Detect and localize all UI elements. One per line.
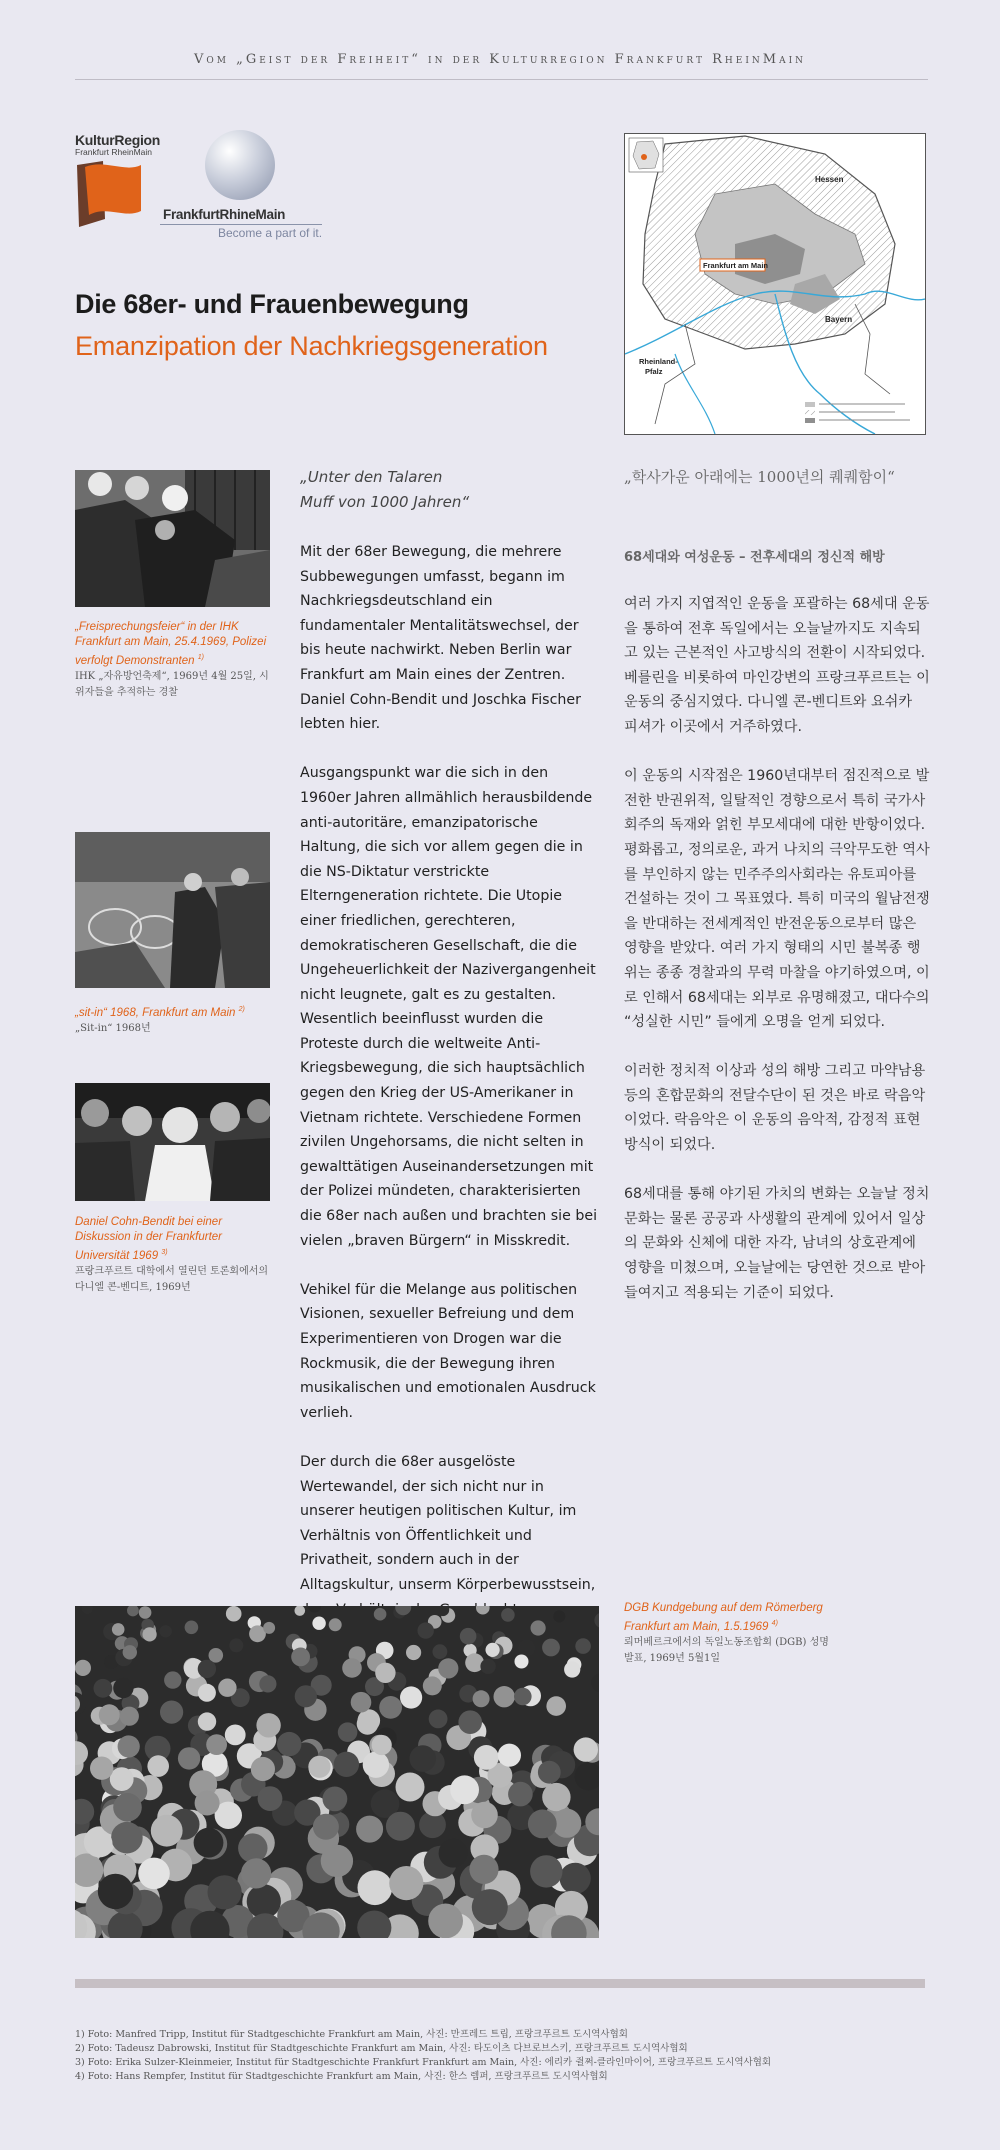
- body-korean: [624, 592, 930, 1330]
- caption-1-de: „Freisprechungsfeier“ in der IHK Frankfurt am Main, 25.4.1969, Polizei verfolgt Demonstranten: [75, 621, 267, 667]
- frm-logo-name: FrankfurtRhineMain: [163, 207, 286, 222]
- caption-3-de: Daniel Cohn-Bendit bei einer Diskussion in der Frankfurter Universität 1969: [75, 1216, 223, 1262]
- caption-1-ko: IHK „자유방언축제“, 1969년 4월 25일, 시위자들을 추적하는 경찰: [75, 670, 269, 698]
- footnote: 3) Foto: Erika Sulzer-Kleinmeier, Institut für Stadtgeschichte Frankfurt Frankfurt am Main, 사진: 에리카 쥘쩌-클라인마이어, 프랑크푸르트 도시역사협회: [75, 2057, 772, 2068]
- caption-4-de: DGB Kundgebung auf dem Römerberg Frankfurt am Main, 1.5.1969: [624, 1602, 823, 1633]
- kulturregion-logo: [75, 132, 165, 232]
- footer-divider: [75, 1979, 925, 1988]
- frm-logo-tagline: Become a part of it.: [218, 226, 323, 240]
- footnote: 1) Foto: Manfred Tripp, Institut für Stadtgeschichte Frankfurt am Main, 사진: 만프레드 트립, 프랑크푸르트 도시역사협회: [75, 2029, 628, 2040]
- caption-2-footnote-ref: 2): [238, 1006, 245, 1013]
- map-label-bayern: Bayern: [825, 315, 853, 324]
- caption-2: [75, 1002, 275, 1037]
- body-german-paragraph: Vehikel für die Melange aus politischen Visionen, sexueller Befreiung und dem Experimentieren von Drogen war die Rockmusik, die der Bewegung ihren musikalischen und emotionalen Ausdruck verlieh.: [300, 1281, 596, 1421]
- frankfurt-rhinemain-logo: [160, 130, 340, 240]
- caption-1-footnote-ref: 1): [197, 654, 204, 661]
- body-korean-paragraph: 68세대를 통해 야기된 가치의 변화는 오늘날 정치문화는 물론 공공과 사생활의 관계에 있어서 일상의 문화와 신체에 대한 자각, 남녀의 상호관계에 영향을 미쳤으며, 오늘날에는 당연한 것으로 받아들여지고 적용되는 기준이 되었다.: [624, 1186, 930, 1301]
- caption-4: [624, 1601, 834, 1667]
- page-subtitle: Emanzipation der Nachkriegsgeneration: [75, 331, 548, 361]
- photo-dgb-rally: [75, 1606, 599, 1938]
- footnote: 2) Foto: Tadeusz Dabrowski, Institut für Stadtgeschichte Frankfurt am Main, 사진: 타도이츠 다브로브스키, 프랑크푸르트 도시역사협회: [75, 2043, 688, 2054]
- heading-korean: 68세대와 여성운동 – 전후세대의 정신적 해방: [624, 550, 885, 565]
- body-german-paragraph: Ausgangspunkt war die sich in den 1960er Jahren allmählich herausbildende anti-autoritäre, emanzipatorische Haltung, die sich vor allem gegen die in die NS-Diktatur verstrickte Elterngeneration richtete. Die Utopie einer friedlichen, gerechteren, demokratischeren Gesellschaft, die die Ungeheuerlichkeit der Nazivergangenheit nicht leugnete, galt es zu gestalten. Wesentlich beeinflusst wurden die Proteste durch die weltweite Anti-Kriegsbewegung, die sich hauptsächlich gegen den Krieg der US-Amerikaner in Vietnam richtete. Verschiedene Formen zivilen Ungehorsams, die nicht selten in gewalttätigen Auseinandersetzungen mit der Polizei mündeten, charakterisierten die 68er nach außen und brachten sie bei vielen „braven Bürgern“ in Misskredit.: [300, 765, 598, 1249]
- frm-logo-rule: [160, 224, 322, 225]
- caption-1: [75, 620, 275, 701]
- caption-4-ko: 뢰머베르크에서의 독일노동조합회 (DGB) 성명발표, 1969년 5월1일: [624, 1636, 829, 1664]
- photo-sit-in: [75, 832, 270, 988]
- region-map: [624, 133, 926, 435]
- body-korean-paragraph: 여러 가지 지엽적인 운동을 포괄하는 68세대 운동을 통하여 전후 독일에서는 오늘날까지도 지속되고 있는 근본적인 사고방식의 전환이 시작되었다. 베를린을 비롯하여 마인강변의 프랑크푸르트는 이 운동의 중심지였다. 다니엘 콘-벤디트와 요쉬카 피셔가 이곳에서 거주하였다.: [624, 596, 930, 735]
- quote-german-line-2: Muff von 1000 Jahren“: [300, 493, 470, 511]
- caption-2-ko: „Sit-in“ 1968년: [75, 1022, 151, 1034]
- body-korean-paragraph: 이러한 정치적 이상과 성의 해방 그리고 마약남용 등의 혼합문화의 전달수단이 된 것은 바로 락음악이었다. 락음악은 이 운동의 음악적, 감정적 표현방식이 되었다.: [624, 1063, 926, 1154]
- quote-korean: „학사가운 아래에는 1000년의 퀘퀘함이“: [624, 468, 895, 486]
- map-label-hessen: Hessen: [815, 175, 844, 184]
- footnotes: [75, 2028, 935, 2084]
- body-korean-paragraph: 이 운동의 시작점은 1960년대부터 점진적으로 발전한 반권위적, 일탈적인 경향으로서 특히 국가사회주의 독재와 얽힌 부모세대에 대한 반항이었다. 평화롭고, 정의로운, 과거 나치의 극악무도한 역사를 부인하지 않는 민주주의사회라는 유토피아를 건설하는 것이 그 목표였다. 특히 미국의 월남전쟁을 반대하는 전세계적인 반전운동으로부터 많은 영향을 받았다. 여러 가지 형태의 시민 불복종 행위는 종종 경찰과의 무력 마찰을 야기하였으며, 이로 인해서 68세대는 외부로 유명해졌고, 대다수의 “성실한 시민” 들에게 오명을 얻게 되었다.: [624, 768, 930, 1031]
- map-label-frankfurt: Frankfurt am Main: [703, 261, 769, 270]
- quote-german: [300, 465, 590, 515]
- kulturregion-logo-subtext: Frankfurt RheinMain: [75, 147, 153, 157]
- quote-german-line-1: „Unter den Talaren: [300, 468, 443, 486]
- kulturregion-logo-text: KulturRegion: [75, 132, 161, 148]
- caption-4-footnote-ref: 4): [771, 1620, 778, 1627]
- caption-3-ko: 프랑크푸르트 대학에서 열린던 토론회에서의 다니엘 콘-벤디트, 1969년: [75, 1265, 269, 1293]
- photo-police-demonstrators: [75, 470, 270, 607]
- caption-2-de: „sit-in“ 1968, Frankfurt am Main: [75, 1006, 236, 1019]
- map-label-rheinland: Rheinland-: [639, 357, 678, 366]
- page-title: Die 68er- und Frauenbewegung: [75, 289, 469, 319]
- header-title: Vom „Geist der Freiheit“ in der Kulturregion Frankfurt RheinMain: [193, 52, 807, 67]
- footnote: 4) Foto: Hans Rempfer, Institut für Stadtgeschichte Frankfurt am Main, 사진: 한스 렘퍼, 프랑크푸르트 도시역사협회: [75, 2071, 608, 2082]
- caption-3: [75, 1215, 275, 1296]
- globe-icon: [205, 130, 275, 200]
- photo-cohn-bendit: [75, 1083, 270, 1201]
- body-german-paragraph: Mit der 68er Bewegung, die mehrere Subbewegungen umfasst, begann im Nachkriegsdeutschland ein fundamentaler Mentalitätswechsel, der bis heute nachwirkt. Neben Berlin war Frankfurt am Main eines der Zentren. Daniel Cohn-Bendit und Joschka Fischer lebten hier.: [300, 544, 581, 733]
- caption-3-footnote-ref: 3): [161, 1249, 168, 1256]
- body-german: [300, 540, 600, 1721]
- header-divider: [75, 79, 928, 80]
- map-label-pfalz: Pfalz: [645, 367, 663, 376]
- kulturregion-flag-icon: [75, 159, 145, 231]
- body-german-paragraph: Der durch die 68er ausgelöste Wertewandel, der sich nicht nur in unserer heutigen politischen Kultur, im Verhältnis von Öffentlichkeit und Privatheit, sondern auch in der Alltagskultur, unserm Körperbewusstsein,: [300, 1453, 596, 1593]
